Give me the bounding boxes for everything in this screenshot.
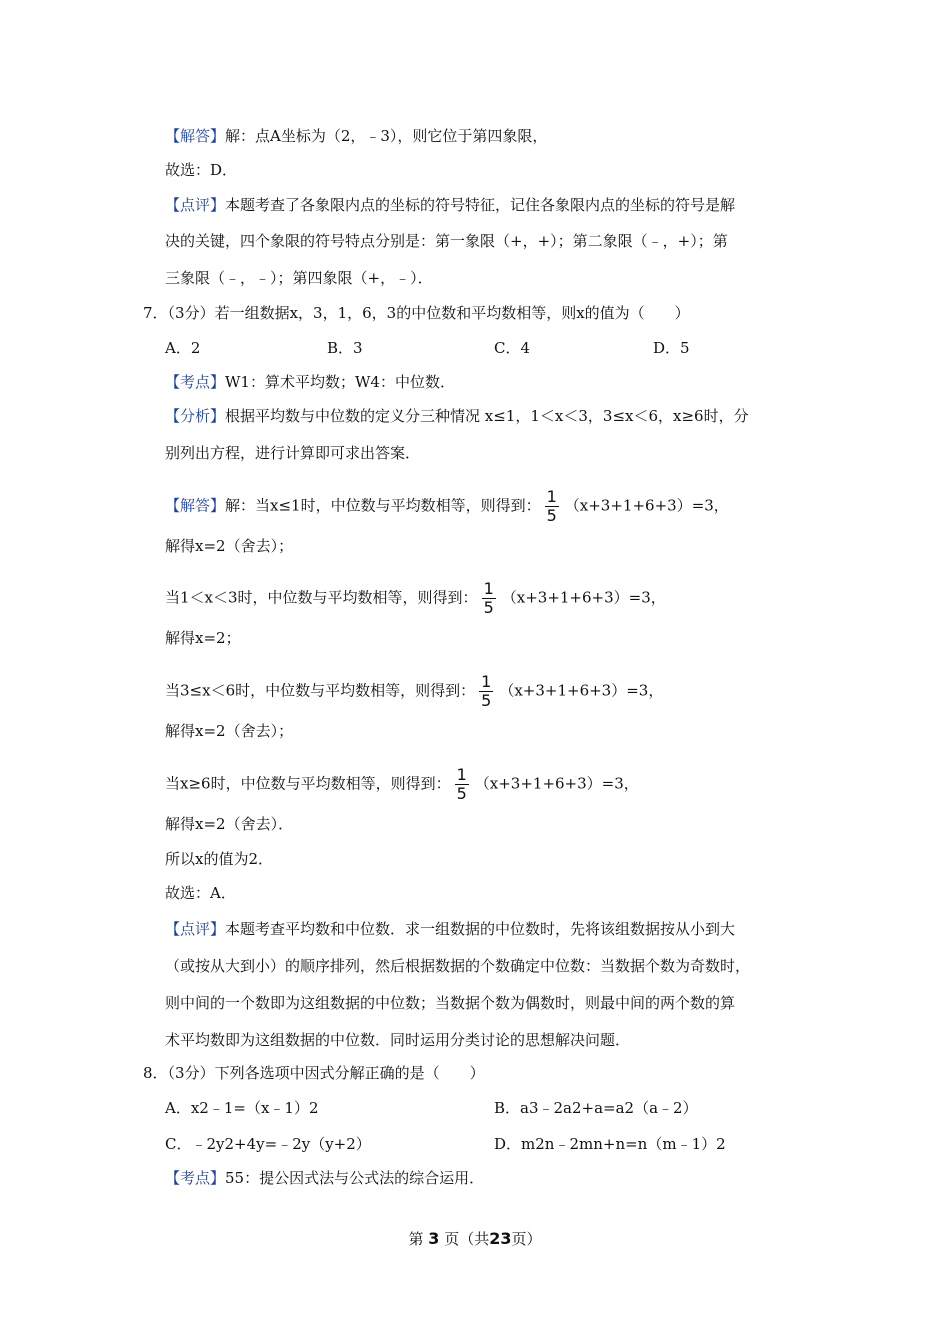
q7-choose: 故选：A． xyxy=(165,884,236,902)
q7-case2-text: 当1＜x＜3时，中位数与平均数相等，则得到： xyxy=(165,588,478,607)
q6-comment-line3: 三象限（﹣，﹣）；第四象限（+，﹣）． xyxy=(165,269,433,287)
q7-conclusion: 所以x的值为2． xyxy=(165,850,274,868)
q7-analysis-line2: 别列出方程，进行计算即可求出答案． xyxy=(165,444,421,462)
q7-comment-text1: 本题考查平均数和中位数．求一组数据的中位数时，先将该组数据按从小到大 xyxy=(225,920,736,938)
fraction-one-fifth: $\frac{1}{5}$ xyxy=(546,487,557,525)
fraction-one-fifth: $\frac{1}{5}$ xyxy=(456,765,467,803)
q7-case2-line xyxy=(165,580,666,617)
q8-option-d: D．m2n﹣2mn+n=n（m﹣1）2 xyxy=(494,1135,726,1153)
q6-choose: 故选：D． xyxy=(165,161,238,179)
point-tag: 【考点】 xyxy=(165,1169,226,1187)
comment-tag: 【点评】 xyxy=(165,920,226,938)
q8-option-b: B．a3﹣2a2+a=a2（a﹣2） xyxy=(494,1099,698,1117)
q8-option-c: C．﹣2y2+4y=﹣2y（y+2） xyxy=(165,1135,371,1153)
page-total: 23 xyxy=(489,1229,512,1248)
page-footer: 第 3 页（共23页） xyxy=(408,1229,542,1248)
q8-option-a: A．x2﹣1=（x﹣1）2 xyxy=(165,1099,319,1117)
q7-option-b: B．3 xyxy=(327,339,363,357)
q7-stem: 7．（3分）若一组数据x，3，1，6，3的中位数和平均数相等，则x的值为（ ） xyxy=(143,304,690,322)
q7-analysis-text1: 根据平均数与中位数的定义分三种情况 x≤1，1＜x＜3，3≤x＜6，x≥6时，分 xyxy=(225,407,749,425)
q7-option-a: A．2 xyxy=(165,339,201,357)
q7-case3-line xyxy=(165,673,663,710)
q6-comment-line2: 决的关键，四个象限的符号特点分别是：第一象限（+，+）；第二象限（﹣，+）；第 xyxy=(165,232,728,250)
q7-comment-line3: 则中间的一个数即为这组数据的中位数；当数据个数为偶数时，则最中间的两个数的算 xyxy=(165,994,736,1012)
q7-solution1: 解得x=2（舍去）； xyxy=(165,537,294,555)
q6-comment-line1 xyxy=(165,194,735,216)
q8-point-text: 55：提公因式法与公式法的综合运用． xyxy=(225,1169,485,1187)
q7-solution2: 解得x=2； xyxy=(165,629,241,647)
q7-case1-text: 解：当x≤1时，中位数与平均数相等，则得到： xyxy=(225,496,541,515)
q7-equation: （x+3+1+6+3）=3， xyxy=(564,496,729,515)
q7-analysis-line1 xyxy=(165,405,749,427)
q7-option-c: C．4 xyxy=(494,339,531,357)
q7-case4-text: 当x≥6时，中位数与平均数相等，则得到： xyxy=(165,774,451,793)
q6-answer-line xyxy=(165,125,547,147)
q6-comment-text1: 本题考查了各象限内点的坐标的符号特征，记住各象限内点的坐标的符号是解 xyxy=(225,196,736,214)
point-tag: 【考点】 xyxy=(165,373,226,391)
q7-solution3: 解得x=2（舍去）； xyxy=(165,722,294,740)
q7-case1-line xyxy=(165,488,729,525)
fraction-one-fifth: $\frac{1}{5}$ xyxy=(483,579,494,617)
q7-equation: （x+3+1+6+3）=3， xyxy=(501,588,666,607)
q7-option-d: D．5 xyxy=(653,339,690,357)
analysis-tag: 【分析】 xyxy=(165,407,226,425)
q7-point-line xyxy=(165,371,455,393)
q7-case4-line xyxy=(165,766,639,803)
comment-tag: 【点评】 xyxy=(165,196,226,214)
q7-point-text: W1：算术平均数；W4：中位数． xyxy=(225,373,455,391)
answer-tag: 【解答】 xyxy=(165,496,226,515)
q7-comment-line1 xyxy=(165,918,735,940)
page-number: 3 xyxy=(428,1229,440,1248)
q8-point-line xyxy=(165,1167,484,1189)
q7-equation: （x+3+1+6+3）=3， xyxy=(474,774,639,793)
q7-equation: （x+3+1+6+3）=3， xyxy=(499,681,664,700)
q7-comment-line2: （或按从大到小）的顺序排列，然后根据数据的个数确定中位数：当数据个数为奇数时， xyxy=(165,957,751,975)
q8-stem: 8．（3分）下列各选项中因式分解正确的是（ ） xyxy=(143,1064,485,1082)
q7-solution4: 解得x=2（舍去）． xyxy=(165,815,294,833)
q7-comment-line4: 术平均数即为这组数据的中位数．同时运用分类讨论的思想解决问题． xyxy=(165,1031,631,1049)
q7-case3-text: 当3≤x＜6时，中位数与平均数相等，则得到： xyxy=(165,681,476,700)
q6-answer-text: 解：点A坐标为（2，﹣3），则它位于第四象限， xyxy=(225,127,548,145)
fraction-one-fifth: $\frac{1}{5}$ xyxy=(481,672,492,710)
answer-tag: 【解答】 xyxy=(165,127,226,145)
